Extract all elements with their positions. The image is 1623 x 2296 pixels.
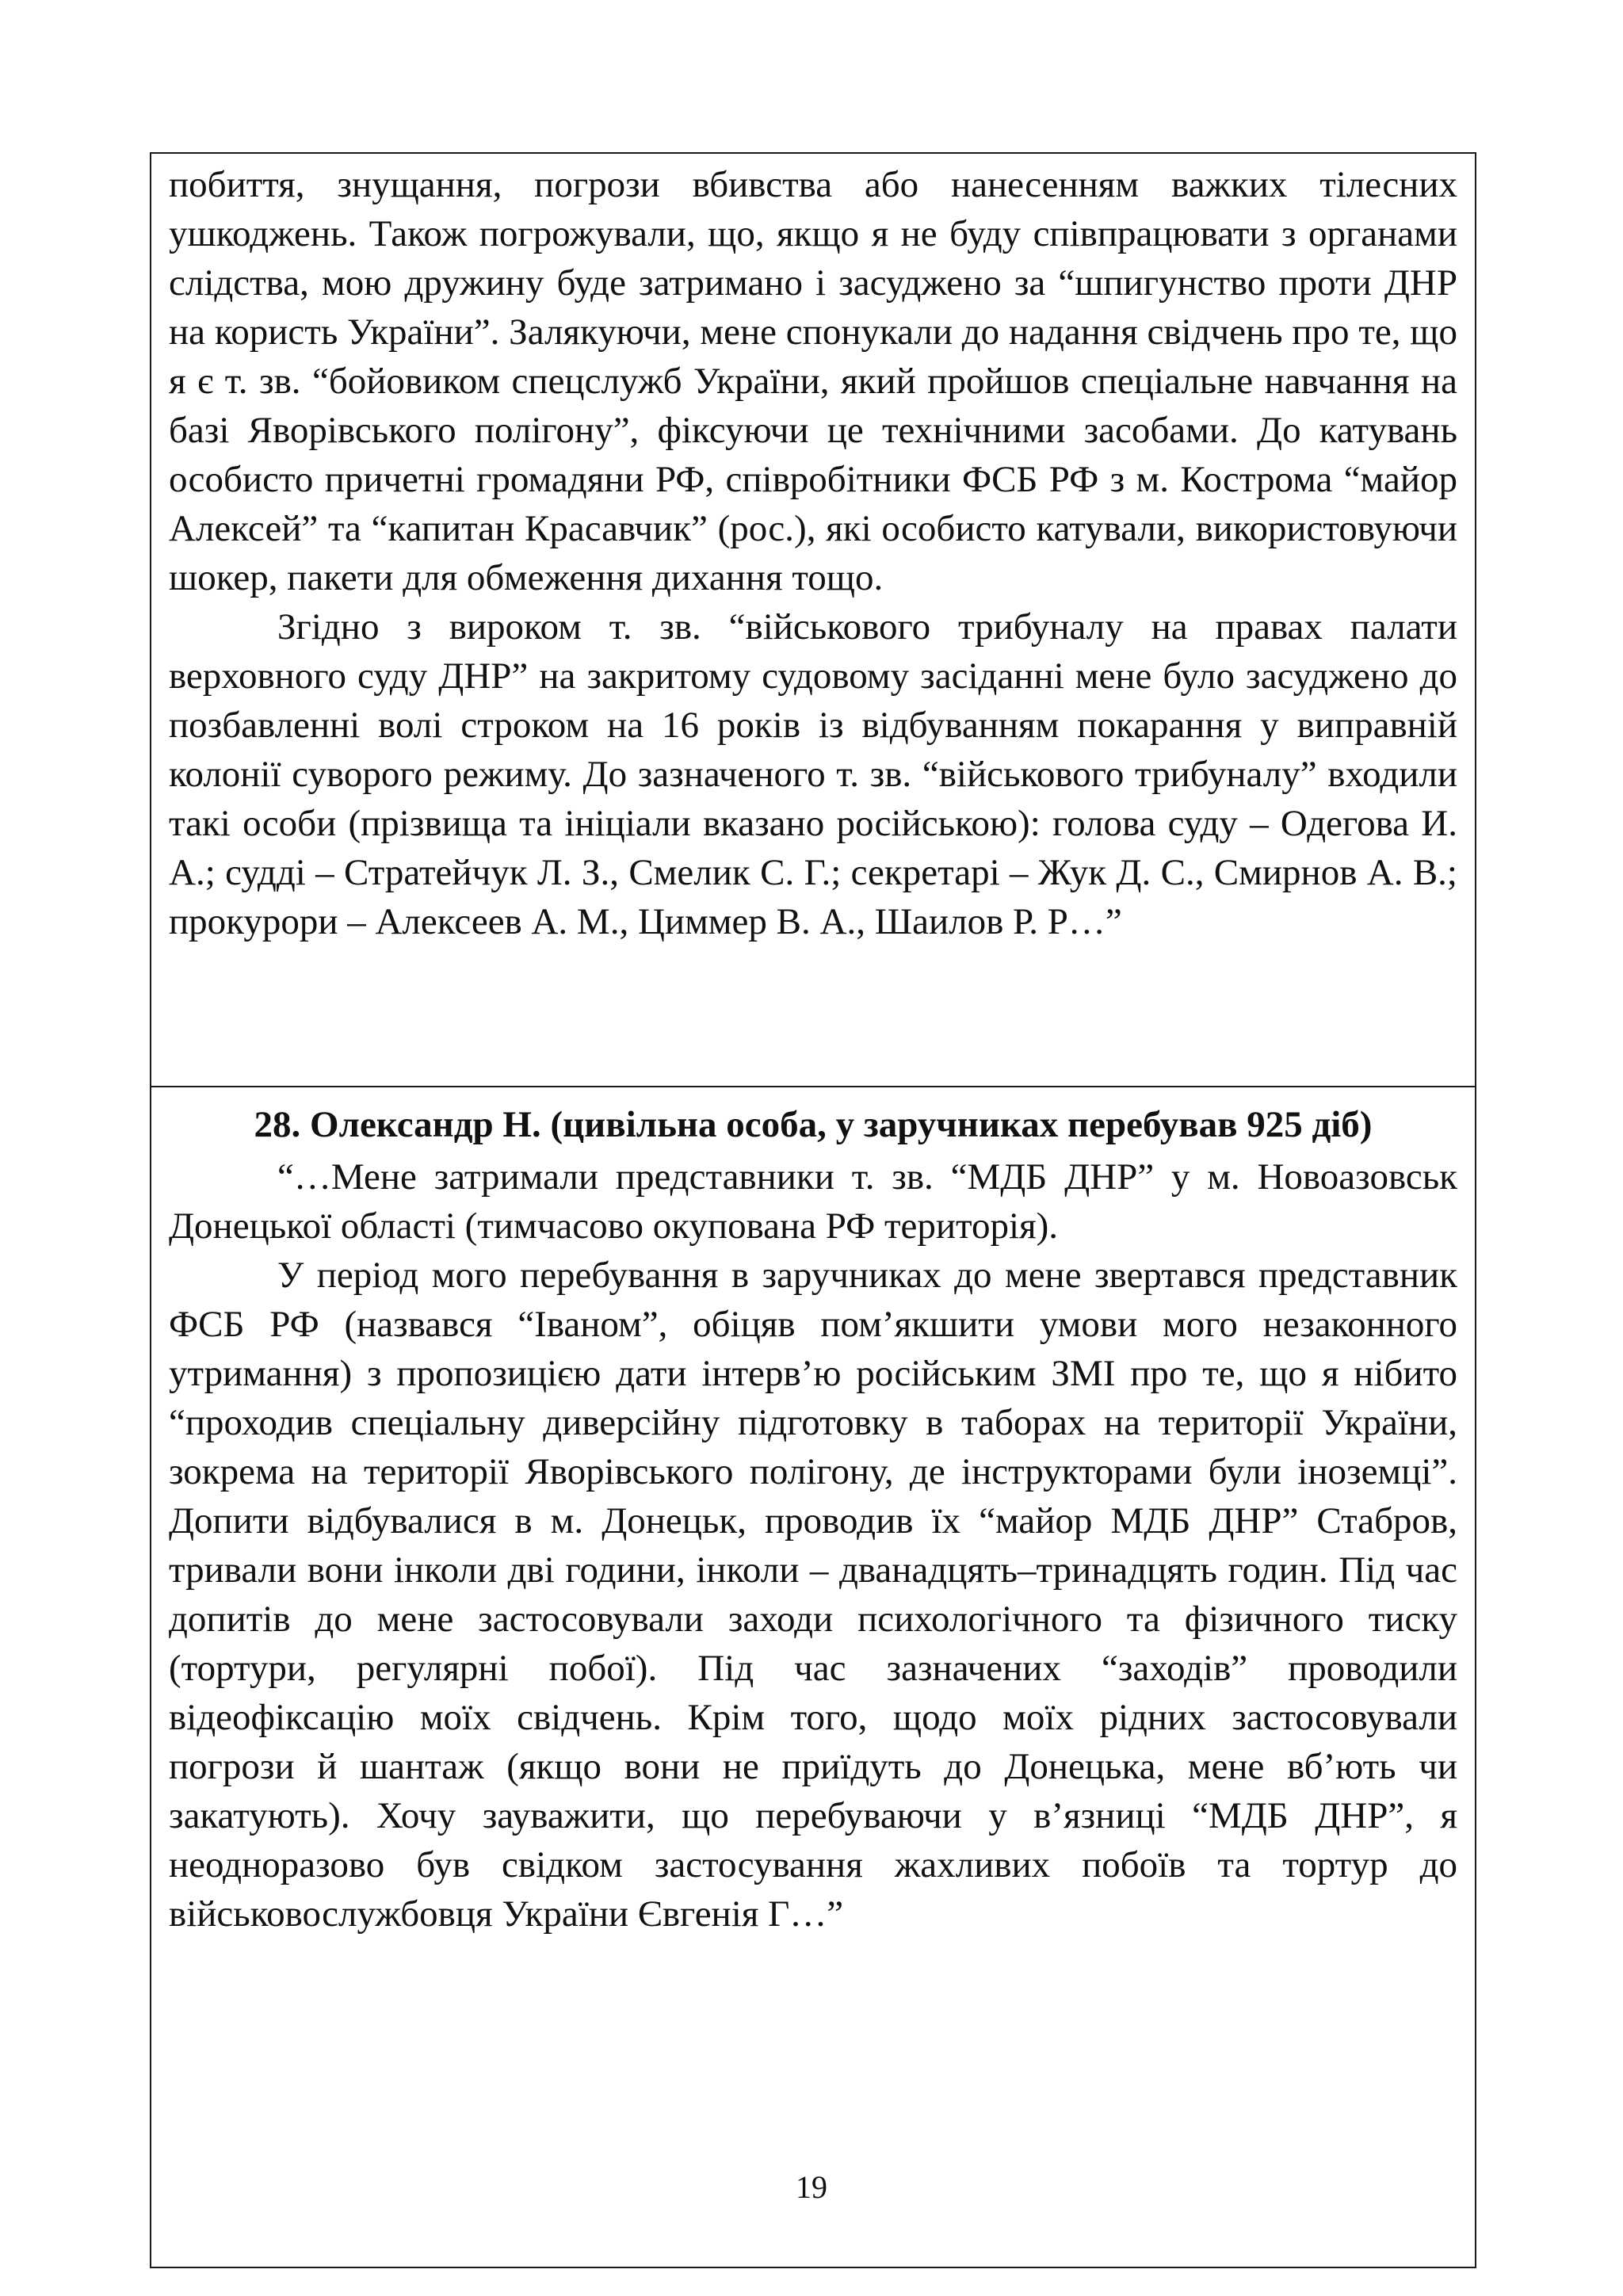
testimony-paragraph: побиття, знущання, погрози вбивства або нанесенням важких тілесних ушкоджень. Також погрожували, що, якщо я не буду співпрацювати з органами слідства, мою дружину буде затримано і засуджено за “шпигунство проти ДНР на користь України”. Залякуючи, мене спонукали до надання свідчень про те, що я є т. зв. “бойовиком спецслужб України, який пройшов спеціальне навчання на базі Яворівського полігону”, фіксуючи це технічними засобами. До катувань особисто причетні громадяни РФ, співробітники ФСБ РФ з м. Кострома “майор Алексей” та “капитан Красавчик” (рос.), які особисто катували, використовуючи шокер, пакети для обмеження дихання тощо. (169, 164, 1457, 598)
testimony-heading: 28. Олександр Н. (цивільна особа, у заручниках перебував 925 діб) (254, 1104, 1373, 1145)
testimony-paragraph: Згідно з вироком т. зв. “військового трибуналу на правах палати верховного суду ДНР” на закритому судовому засіданні мене було засуджено до позбавленні волі строком на 16 років із відбуванням покарання у виправній колонії суворого режиму. До зазначеного т. зв. “військового трибуналу” входили такі особи (прізвища та ініціали вказано російською): голова суду – Одегова И. А.; судді – Стратейчук Л. З., Смелик С. Г.; секретарі – Жук Д. С., Смирнов А. В.; прокурори – Алексеев А. М., Циммер В. А., Шаилов Р. Р…” (169, 606, 1457, 942)
testimony-cell-28 (151, 1087, 1475, 2267)
testimony-paragraph: “…Мене затримали представники т. зв. “МДБ ДНР” у м. Новоазовськ Донецької області (тимчасово окупована РФ територія). (169, 1156, 1457, 1247)
testimony-cell-continued (151, 154, 1475, 1087)
testimony-paragraph: У період мого перебування в заручниках до мене звертався представник ФСБ РФ (назвався “Іваном”, обіцяв пом’якшити умови мого незаконного утримання) з пропозицією дати інтерв’ю російським ЗМІ про те, що я нібито “проходив спеціальну диверсійну підготовку в таборах на території України, зокрема на території Яворівського полігону, де інструкторами були іноземці”. Допити відбувалися в м. Донецьк, проводив їх “майор МДБ ДНР” Стабров, тривали вони інколи дві години, інколи – дванадцять–тринадцять годин. Під час допитів до мене застосовували заходи психологічного та фізичного тиску (тортури, регулярні побої). Під час зазначених “заходів” проводили відеофіксацію моїх свідчень. Крім того, щодо моїх рідних застосовували погрози й шантаж (якщо вони не приїдуть до Донецька, мене вб’ють чи закатують). Хочу зауважити, що перебуваючи у в’язниці “МДБ ДНР”, я неодноразово був свідком застосування жахливих побоїв та тортур до військовослужбовця України Євгенія Г…” (169, 1255, 1457, 1935)
testimony-table (150, 152, 1476, 2268)
page-number: 19 (796, 2169, 827, 2205)
